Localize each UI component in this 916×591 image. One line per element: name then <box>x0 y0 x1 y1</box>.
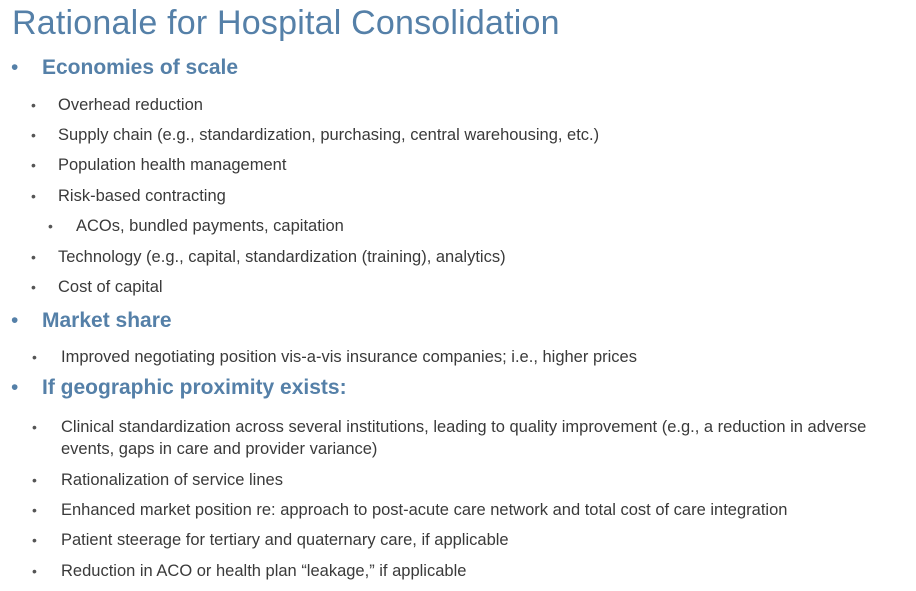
bullet-icon: • <box>32 472 37 488</box>
section-heading-text: Market share <box>42 309 172 332</box>
list-item-text: Rationalization of service lines <box>61 471 283 489</box>
list-item-text: Clinical standardization across several institutions, leading to quality improvement (e.g., a reduction in adverse events, gaps in care and provider variance) <box>61 418 867 458</box>
bullet-icon: • <box>31 188 36 204</box>
bullet-icon: • <box>11 56 19 79</box>
section-heading-text: If geographic proximity exists: <box>42 376 347 399</box>
bullet-icon: • <box>32 349 37 365</box>
list-item-text: Enhanced market position re: approach to post-acute care network and total cost of care integration <box>61 501 788 519</box>
slide-title: Rationale for Hospital Consolidation <box>12 4 560 42</box>
list-item-text: Improved negotiating position vis-a-vis insurance companies; i.e., higher prices <box>61 348 637 366</box>
bullet-icon: • <box>31 157 36 173</box>
bullet-icon: • <box>32 502 37 518</box>
list-item-text: Reduction in ACO or health plan “leakage,” if applicable <box>61 562 467 580</box>
list-item-text: Patient steerage for tertiary and quaternary care, if applicable <box>61 531 509 549</box>
bullet-icon: • <box>31 97 36 113</box>
bullet-icon: • <box>32 563 37 579</box>
list-item-text: ACOs, bundled payments, capitation <box>76 217 344 235</box>
list-item-text: Cost of capital <box>58 278 163 296</box>
list-item-text: Overhead reduction <box>58 96 203 114</box>
bullet-icon: • <box>32 419 37 435</box>
list-item-text: Technology (e.g., capital, standardization (training), analytics) <box>58 248 506 266</box>
list-item-text: Risk-based contracting <box>58 187 226 205</box>
bullet-icon: • <box>31 249 36 265</box>
bullet-icon: • <box>31 127 36 143</box>
section-heading-text: Economies of scale <box>42 56 239 79</box>
bullet-icon: • <box>48 218 53 234</box>
list-item-text: Population health management <box>58 156 287 174</box>
bullet-icon: • <box>32 532 37 548</box>
bullet-icon: • <box>11 309 19 332</box>
list-item-text: Supply chain (e.g., standardization, purchasing, central warehousing, etc.) <box>58 126 600 144</box>
bullet-icon: • <box>31 279 36 295</box>
bullet-icon: • <box>11 376 19 399</box>
